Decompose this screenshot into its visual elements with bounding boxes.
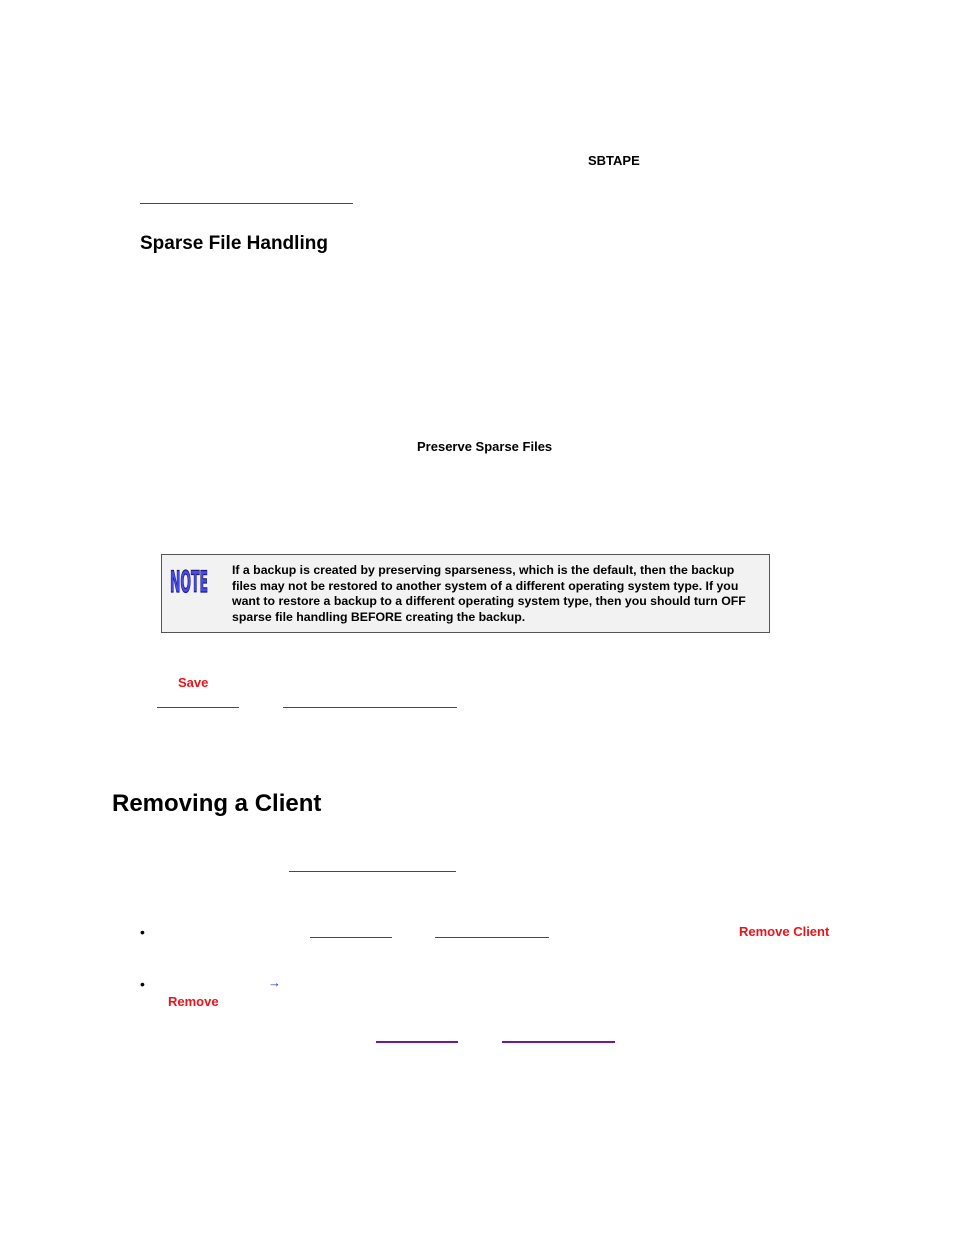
- hyperlink[interactable]: [502, 1041, 615, 1043]
- save-label: Save: [178, 675, 209, 690]
- hyperlink[interactable]: [157, 707, 239, 708]
- svg-text:NOTE: NOTE: [170, 565, 208, 599]
- arrow-right-icon: →: [268, 975, 281, 990]
- hyperlink[interactable]: [376, 1041, 458, 1043]
- hyperlink[interactable]: [283, 707, 457, 708]
- remove-client-label: Remove Client: [739, 924, 830, 939]
- bullet: •: [140, 976, 145, 992]
- section-heading: Sparse File Handling: [140, 233, 328, 254]
- note-box: [161, 554, 770, 633]
- hyperlink[interactable]: [310, 937, 392, 938]
- preserve-sparse-files-label: Preserve Sparse Files: [417, 439, 553, 454]
- bullet: •: [140, 924, 145, 940]
- note-text: If a backup is created by preserving sparseness, which is the default, then the backup files may not be restored to another system of a different operating system type. If you want to restore a backup to a different operating system type, then you should turn OFF sparse file handling BEFORE creating the backup.: [232, 563, 746, 624]
- remove-label: Remove: [168, 994, 219, 1009]
- sbtape-label: SBTAPE: [588, 153, 640, 168]
- hyperlink[interactable]: [289, 871, 456, 872]
- note-icon: [169, 564, 209, 601]
- hyperlink[interactable]: [435, 937, 549, 938]
- hyperlink[interactable]: [140, 203, 353, 204]
- page-heading: Removing a Client: [112, 790, 322, 817]
